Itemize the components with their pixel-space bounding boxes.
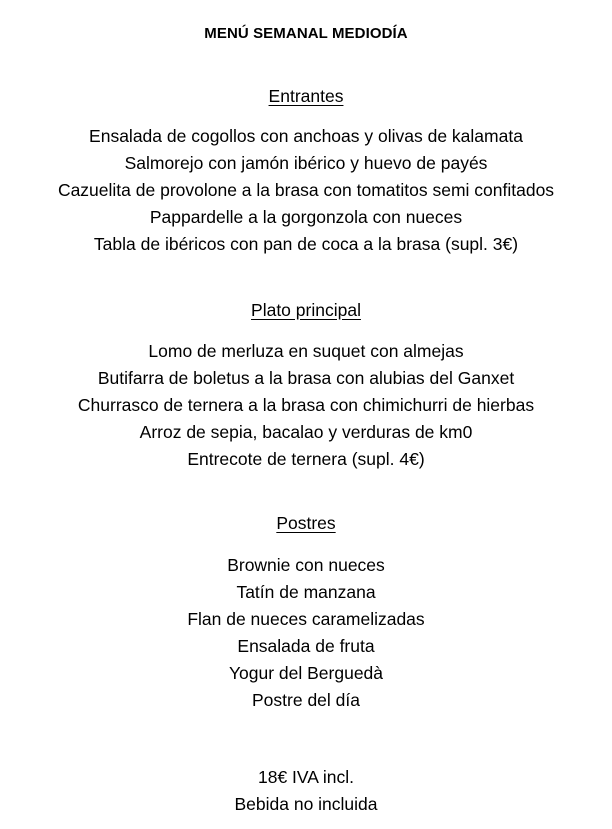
menu-title: MENÚ SEMANAL MEDIODÍA (204, 25, 408, 42)
menu-item: Lomo de merluza en suquet con almejas (148, 341, 464, 361)
drinks-note: Bebida no incluida (234, 794, 378, 814)
section-heading-entrantes: Entrantes (268, 86, 344, 106)
menu-item: Cazuelita de provolone a la brasa con tomatitos semi confitados (57, 180, 555, 200)
menu-item: Pappardelle a la gorgonzola con nueces (149, 207, 463, 227)
section-heading-plato-principal: Plato principal (251, 300, 361, 320)
menu-item: Ensalada de fruta (237, 636, 375, 656)
section-heading-postres: Postres (276, 513, 336, 533)
price-text: 18€ IVA incl. (258, 767, 354, 787)
section-list-plato-principal (0, 338, 612, 473)
menu-item: Ensalada de cogollos con anchoas y olivas de kalamata (89, 126, 523, 146)
menu-item: Salmorejo con jamón ibérico y huevo de payés (124, 153, 488, 173)
menu-item: Tabla de ibéricos con pan de coca a la brasa (supl. 3€) (93, 234, 519, 254)
menu-item: Flan de nueces caramelizadas (187, 609, 425, 629)
section-list-entrantes (0, 123, 612, 258)
menu-item: Arroz de sepia, bacalao y verduras de km0 (139, 422, 473, 442)
menu-item: Brownie con nueces (227, 555, 385, 575)
menu-item: Tatín de manzana (236, 582, 376, 602)
menu-item: Yogur del Berguedà (228, 663, 384, 683)
menu-item: Churrasco de ternera a la brasa con chimichurri de hierbas (77, 395, 535, 415)
section-list-postres (0, 552, 612, 714)
menu-item: Postre del día (252, 690, 360, 710)
menu-item: Butifarra de boletus a la brasa con alubias del Ganxet (97, 368, 515, 388)
menu-item: Entrecote de ternera (supl. 4€) (187, 449, 425, 469)
